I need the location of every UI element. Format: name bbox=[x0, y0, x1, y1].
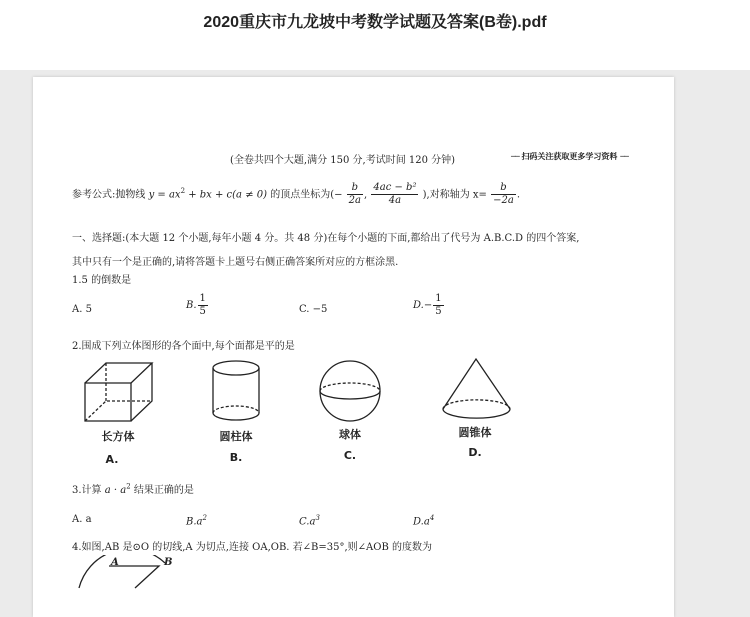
q3-option-d bbox=[413, 514, 434, 527]
q3-expr: a · a bbox=[104, 485, 127, 496]
q1-b-prefix: B. bbox=[186, 300, 197, 311]
q3-b-sup: 2 bbox=[202, 514, 207, 522]
pdf-page bbox=[33, 77, 674, 617]
q1-b-num: 1 bbox=[199, 293, 206, 304]
formula-parabola-rest: + bx + c(a ≠ 0) bbox=[185, 189, 268, 201]
q3-c-sup: 3 bbox=[315, 514, 320, 522]
cylinder-figure bbox=[213, 361, 259, 420]
sphere-letter: C. bbox=[343, 449, 357, 462]
formula-line bbox=[72, 177, 520, 209]
q3-expr-sup: 2 bbox=[126, 482, 131, 491]
section-instruction-2: 其中只有一个是正确的,请将答题卡上题号右侧正确答案所对应的方框涂黑. bbox=[72, 257, 399, 268]
q3-option-b bbox=[186, 514, 207, 527]
q1-d-num: 1 bbox=[435, 293, 442, 304]
q1-option-a: A. 5 bbox=[72, 304, 92, 315]
q1-b-fraction bbox=[198, 293, 208, 318]
sphere-label: 球体 bbox=[339, 428, 361, 441]
formula-axis-text: ),对称轴为 x= bbox=[422, 189, 487, 201]
section-instruction-1: 一、选择题:(本大题 12 个小题,每年小题 4 分。共 48 分)在每个小题的下面,都给出了代号为 A.B.C.D 的四个答案, bbox=[72, 233, 580, 244]
formula-intro: 参考公式:抛物线 bbox=[72, 189, 146, 201]
formula-vertex-text: 的顶点坐标为(− bbox=[270, 189, 343, 201]
q3-stem-suffix: 结果正确的是 bbox=[133, 485, 194, 496]
cuboid-letter: A. bbox=[105, 453, 119, 466]
cone-label: 圆锥体 bbox=[458, 426, 492, 439]
q3-c-text: C.a bbox=[299, 516, 316, 528]
sphere-figure bbox=[320, 361, 380, 421]
vertex-y-num: 4ac − b² bbox=[373, 182, 417, 194]
q3-stem-prefix: 3.计算 bbox=[72, 485, 102, 496]
axis-num: b bbox=[491, 182, 516, 195]
vertex-y-den: 4a bbox=[388, 195, 402, 207]
q2-stem: 2.围成下列立体图形的各个面中,每个面都是平的是 bbox=[72, 341, 295, 352]
q1-d-den: 5 bbox=[435, 306, 442, 317]
scan-banner: ── 扫码关注获取更多学习资料 ── bbox=[511, 152, 628, 161]
cylinder-label: 圆柱体 bbox=[219, 430, 253, 443]
document-header bbox=[0, 0, 750, 70]
cone-letter: D. bbox=[468, 446, 482, 459]
q4-point-a: A bbox=[111, 557, 119, 568]
vertex-x-num: b bbox=[347, 182, 363, 195]
q1-d-fraction bbox=[433, 293, 443, 318]
cone-figure bbox=[443, 359, 510, 418]
q3-option-c bbox=[299, 514, 320, 527]
q1-option-c: C. −5 bbox=[299, 304, 328, 315]
q2-figures bbox=[33, 355, 674, 430]
vertex-x-den: 2a bbox=[348, 195, 361, 207]
cylinder-letter: B. bbox=[229, 451, 243, 464]
formula-end: . bbox=[516, 189, 520, 201]
q1-option-b bbox=[186, 293, 209, 318]
axis-fraction bbox=[491, 182, 516, 207]
q1-option-d bbox=[413, 293, 445, 318]
cuboid-label: 长方体 bbox=[101, 430, 135, 443]
document-title: 2020重庆市九龙坡中考数学试题及答案(B卷).pdf bbox=[203, 14, 547, 31]
q3-option-a: A. a bbox=[72, 514, 92, 525]
q3-d-sup: 4 bbox=[429, 514, 435, 522]
q3-stem bbox=[72, 481, 194, 496]
axis-den: −2a bbox=[493, 195, 514, 207]
q1-b-den: 5 bbox=[199, 306, 206, 317]
q1-stem: 1.5 的倒数是 bbox=[72, 275, 132, 286]
q4-stem: 4.如图,AB 是⊙O 的切线,A 为切点,连接 OA,OB. 若∠B=35°,则∠AOB 的度数为 bbox=[72, 542, 432, 553]
q3-d-text: D.a bbox=[413, 516, 430, 528]
vertex-y-fraction bbox=[371, 182, 418, 207]
q3-b-text: B.a bbox=[186, 516, 203, 528]
q1-d-prefix: D.− bbox=[413, 300, 433, 311]
q4-point-b: B bbox=[164, 557, 173, 568]
formula-parabola-lhs: y = ax bbox=[148, 189, 181, 201]
formula-comma: , bbox=[364, 189, 368, 201]
cuboid-figure bbox=[85, 363, 152, 421]
scan-banner-text: 扫码关注获取更多学习资料 bbox=[521, 152, 618, 161]
exam-note: (全卷共四个大题,满分 150 分,考试时间 120 分钟) bbox=[230, 155, 456, 166]
formula-sq: 2 bbox=[180, 187, 186, 195]
vertex-x-fraction bbox=[347, 182, 363, 207]
